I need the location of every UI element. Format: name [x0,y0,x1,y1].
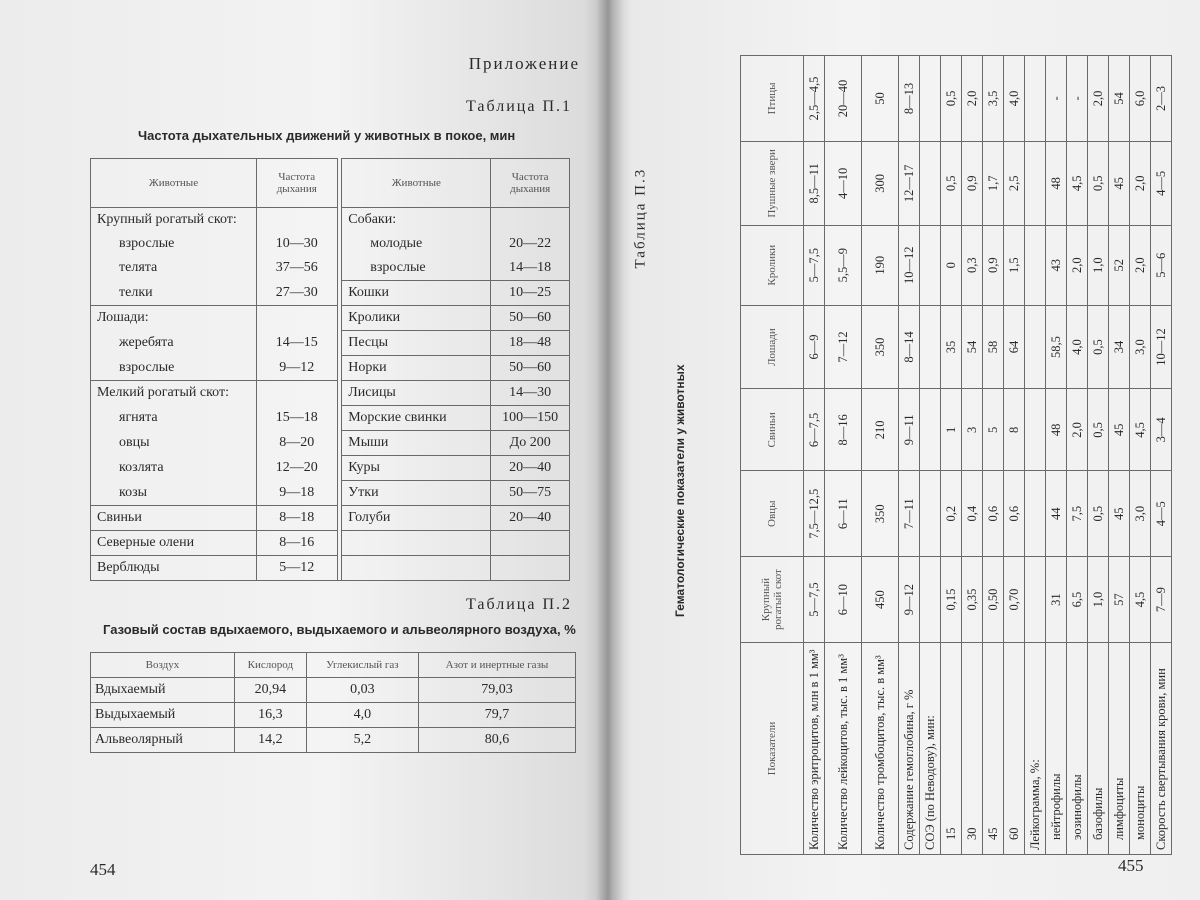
table1-row [91,481,570,506]
appendix-title: Приложение [468,54,580,73]
table3-value: 45 [1109,141,1130,225]
table1 [90,158,570,581]
table3-header: Показатели [741,643,804,855]
table3-id: Таблица П.3 [632,167,649,269]
page-number-left: 454 [90,860,116,879]
table1-animal-left: козлята [91,456,257,481]
table3-indicator: СОЭ (по Неводову), мин: [920,643,941,855]
table3-row [1067,56,1088,855]
table3-row [1025,56,1046,855]
table3-indicator: 30 [962,643,983,855]
table2-value: 80,6 [419,728,576,753]
table2-header: Углекислый газ [306,653,418,678]
table1-row [91,232,570,256]
table3-value [1025,56,1046,142]
table1-animal-right: Лисицы [342,381,491,406]
table3-value: 4,5 [1067,141,1088,225]
table1-animal-left: взрослые [91,232,257,256]
table1-rate-right: 10—25 [491,281,570,306]
table1-rate-right: 20—40 [491,456,570,481]
table3-value [920,305,941,389]
table1-animal-left: Северные олени [91,531,257,556]
table3-value: 2,5—4,5 [804,56,825,142]
table1-row [91,331,570,356]
table3-row [941,56,962,855]
table1-rate-left: 15—18 [256,406,337,431]
table1-rate-right: 50—75 [491,481,570,506]
table1-row [91,531,570,556]
table3-value: 8—13 [899,56,920,142]
table3-value [1025,305,1046,389]
table3-value: 8—16 [825,389,862,471]
table3-id-wrap [630,167,652,269]
table3-value: 1 [941,389,962,471]
table3-value: 54 [1109,56,1130,142]
table3-value: 190 [862,225,899,305]
table3-header: Овцы [741,471,804,557]
table1-header: Частота дыхания [491,159,570,208]
table3-row [1130,56,1151,855]
table2-header-row [91,653,576,678]
table3-value: 9—11 [899,389,920,471]
table1-header: Животные [342,159,491,208]
table3-value: 50 [862,56,899,142]
table3-value: 0,3 [962,225,983,305]
table1-animal-right: взрослые [342,256,491,281]
table3-value: 2,0 [1067,225,1088,305]
table2-body [91,678,576,753]
table3-value: 210 [862,389,899,471]
table1-rate-right: 100—150 [491,406,570,431]
table3-row [962,56,983,855]
table3-value: 5—7,5 [804,557,825,643]
table1-row [91,556,570,581]
table3-value: 1,0 [1088,557,1109,643]
table3-indicator: лимфоциты [1109,643,1130,855]
table3-value: 2—3 [1151,56,1172,142]
table3-value: 2,0 [1088,56,1109,142]
table3-value: 31 [1046,557,1067,643]
table2-caption: Газовый состав вдыхаемого, выдыхаемого и альвеолярного воздуха, % [103,622,576,637]
table1-rate-left: 27—30 [256,281,337,306]
table1-animal-left: ягнята [91,406,257,431]
table3-value: 1,0 [1088,225,1109,305]
table3-value: 350 [862,305,899,389]
table3-value: 35 [941,305,962,389]
table1-row [91,506,570,531]
table3-value: 0,9 [962,141,983,225]
table3-value: 1,5 [1004,225,1025,305]
table3-value: 2,5 [1004,141,1025,225]
table3-value: 10—12 [899,225,920,305]
table2-header: Азот и инертные газы [419,653,576,678]
table1-row [91,431,570,456]
table3-value: 6—11 [825,471,862,557]
table3-indicator: Лейкограмма, %: [1025,643,1046,855]
table3-value: 7—9 [1151,557,1172,643]
table3-value: 10—12 [1151,305,1172,389]
table2-air-type: Альвеолярный [91,728,235,753]
table2-air-type: Выдыхаемый [91,703,235,728]
table3-indicator: Содержание гемоглобина, г % [899,643,920,855]
table3-value: 54 [962,305,983,389]
table3-indicator: Количество тромбоцитов, тыс. в мм³ [862,643,899,855]
table1-animal-left: Лошади: [91,306,257,331]
table1-animal-left: телята [91,256,257,281]
table3-value: 0,5 [1088,471,1109,557]
table3-header: Кролики [741,225,804,305]
table3-value: 1,7 [983,141,1004,225]
table3-value: 8 [1004,389,1025,471]
table3-row [862,56,899,855]
table3-row [1151,56,1172,855]
table3-value: 0,9 [983,225,1004,305]
table3-header: Лошади [741,305,804,389]
table1-animal-right: Песцы [342,331,491,356]
table3-value: 0,50 [983,557,1004,643]
table1-rate-left [256,306,337,331]
table3-rotated-wrap [740,55,1168,855]
table1-rate-right: 50—60 [491,356,570,381]
table1-rate-left [256,381,337,406]
table2-value: 5,2 [306,728,418,753]
table3-indicator: Количество лейкоцитов, тыс. в 1 мм³ [825,643,862,855]
table3-indicator: Скорость свертывания крови, мин [1151,643,1172,855]
table3-value: 3—4 [1151,389,1172,471]
table3-value: 52 [1109,225,1130,305]
table1-rate-left: 12—20 [256,456,337,481]
table3-value: 58 [983,305,1004,389]
table3-value: 3,0 [1130,471,1151,557]
table3-value: 57 [1109,557,1130,643]
table1-animal-left: Свиньи [91,506,257,531]
table1-animal-left: Крупный рогатый скот: [91,208,257,233]
table3-value: 0,35 [962,557,983,643]
table3-value: 2,0 [962,56,983,142]
table1-rate-right [491,556,570,581]
table1-animal-right: Кролики [342,306,491,331]
table1-header: Животные [91,159,257,208]
table1-rate-left: 37—56 [256,256,337,281]
table1-animal-left: Мелкий рогатый скот: [91,381,257,406]
table3-row [1088,56,1109,855]
table3-value: 0,5 [941,56,962,142]
table3-header: Птицы [741,56,804,142]
table1-rate-right [491,208,570,233]
table3-value: 34 [1109,305,1130,389]
table3-value: 0,5 [1088,141,1109,225]
table1-rate-right: 14—18 [491,256,570,281]
table3-value: 58,5 [1046,305,1067,389]
table3-value: 4,5 [1130,557,1151,643]
table3-indicator: моноциты [1130,643,1151,855]
table1-rate-left [256,208,337,233]
table1-body [91,208,570,581]
table3-value: 0 [941,225,962,305]
table3-value: - [1067,56,1088,142]
table3-value: 7,5 [1067,471,1088,557]
table3-row [825,56,862,855]
table1-rate-right: 20—22 [491,232,570,256]
table3-value: 44 [1046,471,1067,557]
table3-value: 8,5—11 [804,141,825,225]
table3-value: 6—9 [804,305,825,389]
table2 [90,652,576,753]
table1-rate-left: 8—16 [256,531,337,556]
table1-rate-right: До 200 [491,431,570,456]
table3-value: 4—5 [1151,141,1172,225]
table1-row [91,281,570,306]
table1-rate-left: 8—20 [256,431,337,456]
table1-rate-right: 20—40 [491,506,570,531]
table3-value: 0,5 [1088,305,1109,389]
table1-row [91,306,570,331]
table1-row [91,256,570,281]
table3-header: Крупный рогатый скот [741,557,804,643]
table3-value: 0,4 [962,471,983,557]
table3-row [920,56,941,855]
table3-value: 7—11 [899,471,920,557]
table2-value: 16,3 [234,703,306,728]
table3-caption-wrap [670,364,690,617]
table3-header: Пушные звери [741,141,804,225]
table3-indicator: нейтрофилы [1046,643,1067,855]
table3-indicator: эозинофилы [1067,643,1088,855]
table3-indicator: 45 [983,643,1004,855]
book-spine [596,0,624,900]
table3-value: 350 [862,471,899,557]
table3-value: 48 [1046,389,1067,471]
table3-row [804,56,825,855]
table3-value: 0,6 [1004,471,1025,557]
table3-header-row [741,56,804,855]
page-number-right: 455 [1118,856,1144,875]
table3-value: 6,0 [1130,56,1151,142]
table1-animal-right: Мыши [342,431,491,456]
table1-animal-left: взрослые [91,356,257,381]
table3-value: - [1046,56,1067,142]
table3-value: 0,5 [941,141,962,225]
table3-value: 2,0 [1130,141,1151,225]
table1-row [91,356,570,381]
table1-animal-left: жеребята [91,331,257,356]
table3-value: 5 [983,389,1004,471]
table1-rate-right: 50—60 [491,306,570,331]
table1-animal-right [342,556,491,581]
table1-row [91,208,570,233]
table2-value: 20,94 [234,678,306,703]
table3-value: 4—5 [1151,471,1172,557]
table1-animal-left: овцы [91,431,257,456]
table3-value: 2,0 [1067,389,1088,471]
table3-row [1046,56,1067,855]
table1-rate-left: 10—30 [256,232,337,256]
table3-value: 5,5—9 [825,225,862,305]
table3-value [920,557,941,643]
table3-value [920,225,941,305]
table3-value: 9—12 [899,557,920,643]
table3-value [1025,225,1046,305]
table3-value: 450 [862,557,899,643]
table1-animal-right: Утки [342,481,491,506]
table3-value [1025,141,1046,225]
table3-value: 20—40 [825,56,862,142]
table1-row [91,381,570,406]
table3-value [920,141,941,225]
table3-value [1025,389,1046,471]
table3-indicator: базофилы [1088,643,1109,855]
table2-value: 14,2 [234,728,306,753]
table3-value: 3,0 [1130,305,1151,389]
table3-body [804,56,1172,855]
table1-rate-left: 5—12 [256,556,337,581]
table3-value [920,56,941,142]
table2-id: Таблица П.2 [466,596,572,613]
table3-value: 64 [1004,305,1025,389]
table3-value: 4,5 [1130,389,1151,471]
table2-value: 4,0 [306,703,418,728]
table3-value: 45 [1109,471,1130,557]
table2-row [91,678,576,703]
table1-animal-right: Морские свинки [342,406,491,431]
table2-header: Кислород [234,653,306,678]
table1-animal-left: козы [91,481,257,506]
table3-indicator: 60 [1004,643,1025,855]
table1-header: Частота дыхания [256,159,337,208]
table2-value: 79,03 [419,678,576,703]
table2-value: 79,7 [419,703,576,728]
table1-rate-left: 14—15 [256,331,337,356]
table3-header: Свиньи [741,389,804,471]
table1-animal-right: Собаки: [342,208,491,233]
table1-rate-right [491,531,570,556]
table3-value: 4,0 [1067,305,1088,389]
table3-value: 0,15 [941,557,962,643]
table1-animal-right: Кошки [342,281,491,306]
table3-value [920,471,941,557]
table1-row [91,406,570,431]
table2-header: Воздух [91,653,235,678]
table1-row [91,456,570,481]
table3-value: 45 [1109,389,1130,471]
table3-value: 5—7,5 [804,225,825,305]
table2-row [91,728,576,753]
table3-row [899,56,920,855]
table3-indicator: 15 [941,643,962,855]
table1-rate-right: 18—48 [491,331,570,356]
table3-value: 0,70 [1004,557,1025,643]
table1-rate-left: 9—18 [256,481,337,506]
table3-value: 3 [962,389,983,471]
table3-value: 6—10 [825,557,862,643]
table1-animal-right: Норки [342,356,491,381]
table1-animal-left: телки [91,281,257,306]
table3-value: 43 [1046,225,1067,305]
table3-value: 48 [1046,141,1067,225]
table3-value: 5—6 [1151,225,1172,305]
table3-value: 2,0 [1130,225,1151,305]
table2-air-type: Вдыхаемый [91,678,235,703]
table3-caption: Гематологические показатели у животных [673,364,687,617]
table3-value: 6—7,5 [804,389,825,471]
table1-animal-left: Верблюды [91,556,257,581]
table3-row [983,56,1004,855]
table3-value [1025,557,1046,643]
table3-row [1109,56,1130,855]
table3-value: 0,5 [1088,389,1109,471]
table3-value: 0,2 [941,471,962,557]
table3-value: 7—12 [825,305,862,389]
table1-id: Таблица П.1 [466,98,572,115]
table3-value: 300 [862,141,899,225]
table3-value: 4—10 [825,141,862,225]
table1-rate-right: 14—30 [491,381,570,406]
table3 [740,55,1172,855]
table3-value: 7,5—12,5 [804,471,825,557]
table3-value: 0,6 [983,471,1004,557]
table3-value: 3,5 [983,56,1004,142]
table3-value [920,389,941,471]
table3-value: 12—17 [899,141,920,225]
table2-row [91,703,576,728]
table2-value: 0,03 [306,678,418,703]
table3-value: 8—14 [899,305,920,389]
table3-value [1025,471,1046,557]
table1-rate-left: 9—12 [256,356,337,381]
table1-animal-right: молодые [342,232,491,256]
table3-indicator: Количество эритроцитов, млн в 1 мм³ [804,643,825,855]
table3-value: 4,0 [1004,56,1025,142]
table1-rate-left: 8—18 [256,506,337,531]
table1-caption: Частота дыхательных движений у животных в покое, мин [138,128,516,143]
table3-row [1004,56,1025,855]
table1-animal-right: Куры [342,456,491,481]
table1-animal-right [342,531,491,556]
table3-value: 6,5 [1067,557,1088,643]
table1-animal-right: Голуби [342,506,491,531]
